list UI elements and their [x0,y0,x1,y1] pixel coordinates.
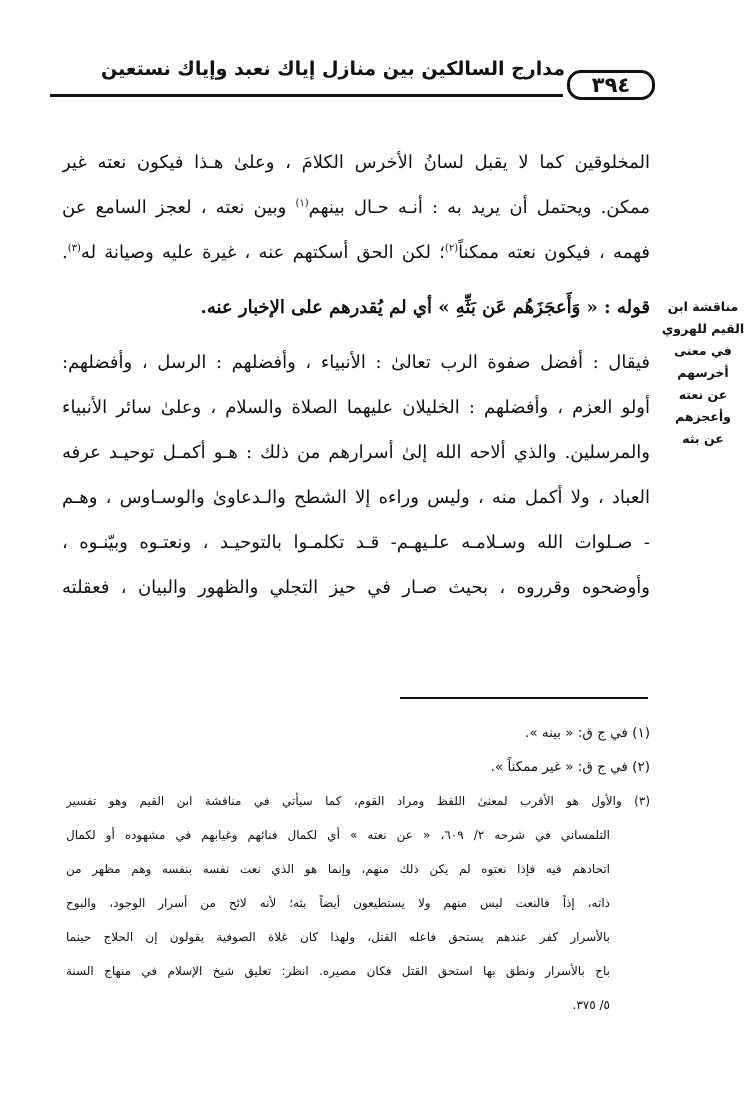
text-line-2-end: وبين نعته ، لعجز السامع عن [62,197,287,218]
margin-note-line: وأعجزهم [675,409,731,424]
footnote-3-line: باح بالأسرار ونطق بها استحق القتل فكان مصيره. انظر: تعليق شيخ الإسلام في منهاج السنة [66,964,610,978]
text-line-7: والمرسلين. والذي ألاحه الله إلىٰ أسرارهم من ذلك : هـو أكمـل توحيـد عرفه [62,442,650,463]
text-line-6: أولو العزم ، وأفضلهم : الخليلان عليهما الصلاة والسلام ، وعلىٰ سائر الأنبياء [62,397,650,418]
footnote-3-line: ٥/ ٣٧٥. [572,998,610,1012]
running-title: مدارج السالكين بين منازل إياك نعبد وإياك نستعين [101,58,565,80]
margin-note-line: مناقشة ابن [667,299,739,314]
margin-note-line: أخرسهم [677,365,729,380]
text-line-2-start: ممكن. ويحتمل أن يريد به : أنـه حـال بينهم [308,197,650,218]
text-line-4: قوله : « وَأَعجَزَهُم عَن بَثِّهِ » أي لم يُقدرهم على الإخبار عنه. [200,297,650,318]
running-header [50,48,655,104]
margin-note-line: عن نعته [678,387,728,402]
text-line-3-end: ؛ لكن الحق أسكتهم عنه ، غيرة عليه وصيانة له [80,242,445,263]
text-line-1: المخلوقين كما لا يقبل لسانُ الأخرس الكلامَ ، وعلىٰ هـذا فيكون نعته غير [62,152,650,173]
margin-note-line: في معنى [674,343,732,358]
text-line-2 [62,185,650,230]
footnote-2: (٢) في ج ق: « غير ممكناً ». [490,759,650,775]
footnote-3-line: اتحادهم فيه فإذا نعتوه لم يكن ذلك منهم، وإنما هو الذي نعت نفسه بنفسه وهم مظهر من [66,862,610,876]
footnote-3-line: ذاته، إذاً فالنعت ليس منهم ولا يستطيعون أيضاً بثه؛ لأنه لائح من أسرار الوجود، والبوح [66,896,610,910]
text-line-3: فهمه ، فيكون نعته ممكناً$^{(٢)}$؛ لكن الحق أسكتهم عنه ، غيرة عليه وصيانة له$^{(٣)}$. [62,242,650,263]
footnote-ref-1: (١) [295,198,309,209]
footnote-1: (١) في ج ق: « بينه ». [525,725,650,741]
main-text [62,140,650,610]
footnote-3-line: التلمساني في شرحه ٢/ ٦٠٩، « عن نعته » أي لكمال فنائهم وغيابهم في مشهوده أو لكمال [66,828,610,842]
footnote-separator [400,697,648,699]
footnotes [66,716,650,1022]
footnote-3-line: (٣) والأول هو الأقرب لمعنىٰ اللفظ ومراد القوم، كما سيأتي في مناقشة ابن القيم وهو تفسير [66,794,650,808]
text-line-5: فيقال : أفضل صفوة الرب تعالىٰ : الأنبياء ، وأفضلهم : الرسل ، وأفضلهم: [62,352,650,373]
margin-note [660,296,746,450]
text-line-10: وأوضحوه وقرروه ، بحيث صـار في حيز التجلي والظهور والبيان ، فعقلته [62,577,650,598]
text-line-9: - صـلوات الله وسـلامـه علـيهـم- قـد تكلمـوا بالتوحيـد ، ونعتـوه وبيّنـوه ، [62,532,650,553]
margin-note-line: عن بثه [682,431,724,446]
text-line-3-start: فهمه ، فيكون نعته ممكناً [458,242,650,263]
text-line-8: العباد ، ولا أكمل منه ، وليس وراءه إلا الشطح والـدعاوىٰ والوسـاوس ، وهـم [62,487,650,508]
margin-note-line: القيم للهروي [661,321,745,336]
footnote-3-line: بالأسرار كفر عندهم يستحق فاعله القتل، ولهذا كان غلاة الصوفية يقولون إن الحلاج حينما [66,930,610,944]
footnote-ref-2: (٢) [444,243,459,254]
header-rule [50,94,563,97]
footnote-ref-3: (٣) [67,243,81,254]
page-number: ٣٩٤ [567,70,655,100]
